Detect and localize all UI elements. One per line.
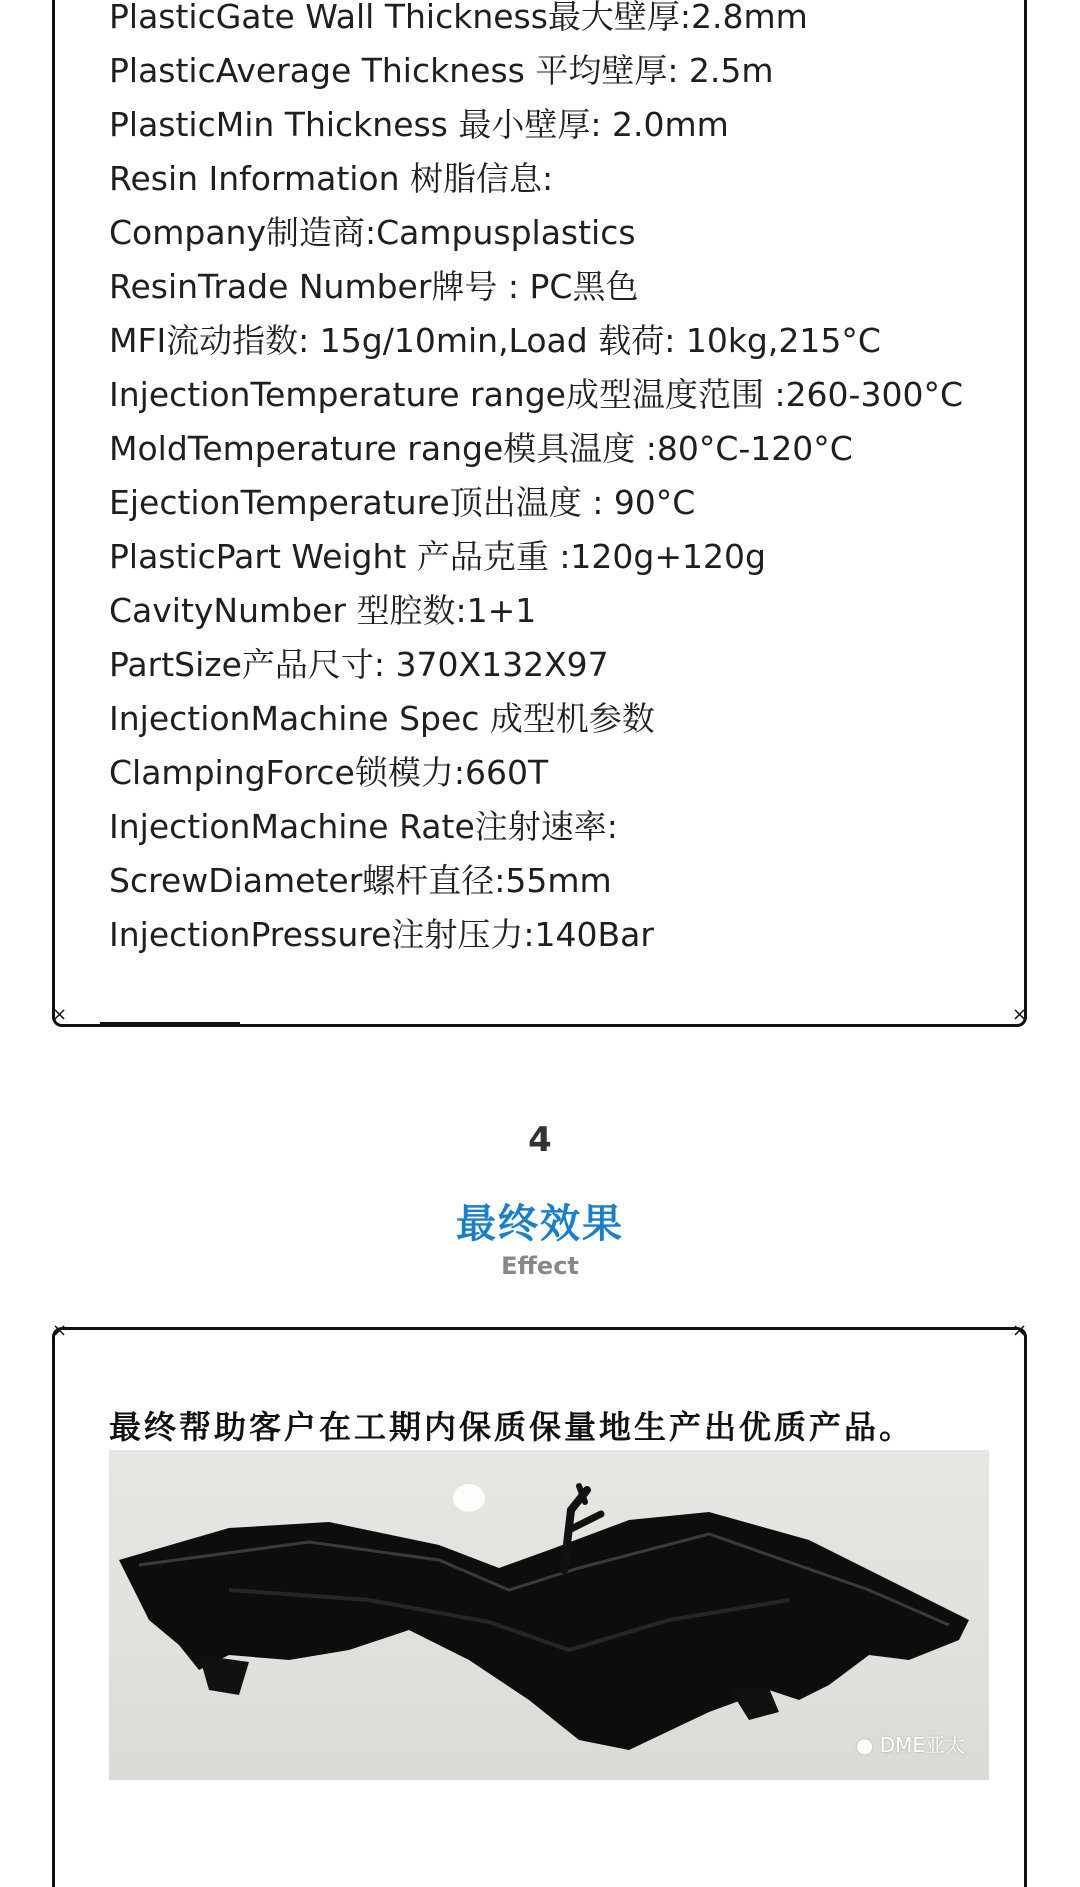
spec-line: InjectionPressure注射压力:140Bar — [109, 915, 654, 954]
spec-line: PlasticPart Weight 产品克重 :120g+120g — [109, 537, 766, 576]
spec-line: MoldTemperature range模具温度 :80°C-120°C — [109, 429, 853, 468]
spec-line: PartSize产品尺寸: 370X132X97 — [109, 645, 609, 684]
spec-line: EjectionTemperature顶出温度 : 90°C — [109, 483, 696, 522]
spec-line: InjectionMachine Spec 成型机参数 — [109, 699, 655, 738]
spec-line: ClampingForce锁模力:660T — [109, 753, 549, 792]
section-title: 最终效果 — [456, 1201, 624, 1247]
spec-list — [109, 0, 963, 962]
corner-mark: × — [1012, 1004, 1028, 1025]
spec-line: ResinTrade Number牌号 : PC黑色 — [109, 267, 639, 306]
corner-mark: × — [52, 1320, 68, 1341]
spec-line: InjectionMachine Rate注射速率: — [109, 807, 618, 846]
result-headline: 最终帮助客户在工期内保质保量地生产出优质产品。 — [109, 1408, 915, 1446]
spec-line: CavityNumber 型腔数:1+1 — [109, 591, 537, 630]
section-number: 4 — [528, 1120, 552, 1160]
border-accent — [100, 1022, 240, 1024]
spec-line: PlasticMin Thickness 最小壁厚: 2.0mm — [109, 105, 729, 144]
corner-mark: × — [1012, 1320, 1028, 1341]
corner-mark: × — [52, 1004, 68, 1025]
spec-line: Resin Information 树脂信息: — [109, 159, 554, 198]
spec-line: MFI流动指数: 15g/10min,Load 载荷: 10kg,215°C — [109, 321, 881, 360]
section-subtitle: Effect — [501, 1252, 579, 1280]
product-photo — [109, 1450, 989, 1780]
spec-line: ScrewDiameter螺杆直径:55mm — [109, 861, 612, 900]
spec-line: Company制造商:Campusplastics — [109, 213, 636, 252]
wechat-icon: ● — [855, 1733, 874, 1757]
spec-line: PlasticAverage Thickness 平均壁厚: 2.5m — [109, 51, 774, 90]
spec-line: PlasticGate Wall Thickness最大壁厚:2.8mm — [109, 0, 808, 36]
spec-line: InjectionTemperature range成型温度范围 :260-300°C — [109, 375, 963, 414]
photo-watermark — [856, 1729, 965, 1758]
watermark-text: DME亚太 — [879, 1733, 965, 1757]
